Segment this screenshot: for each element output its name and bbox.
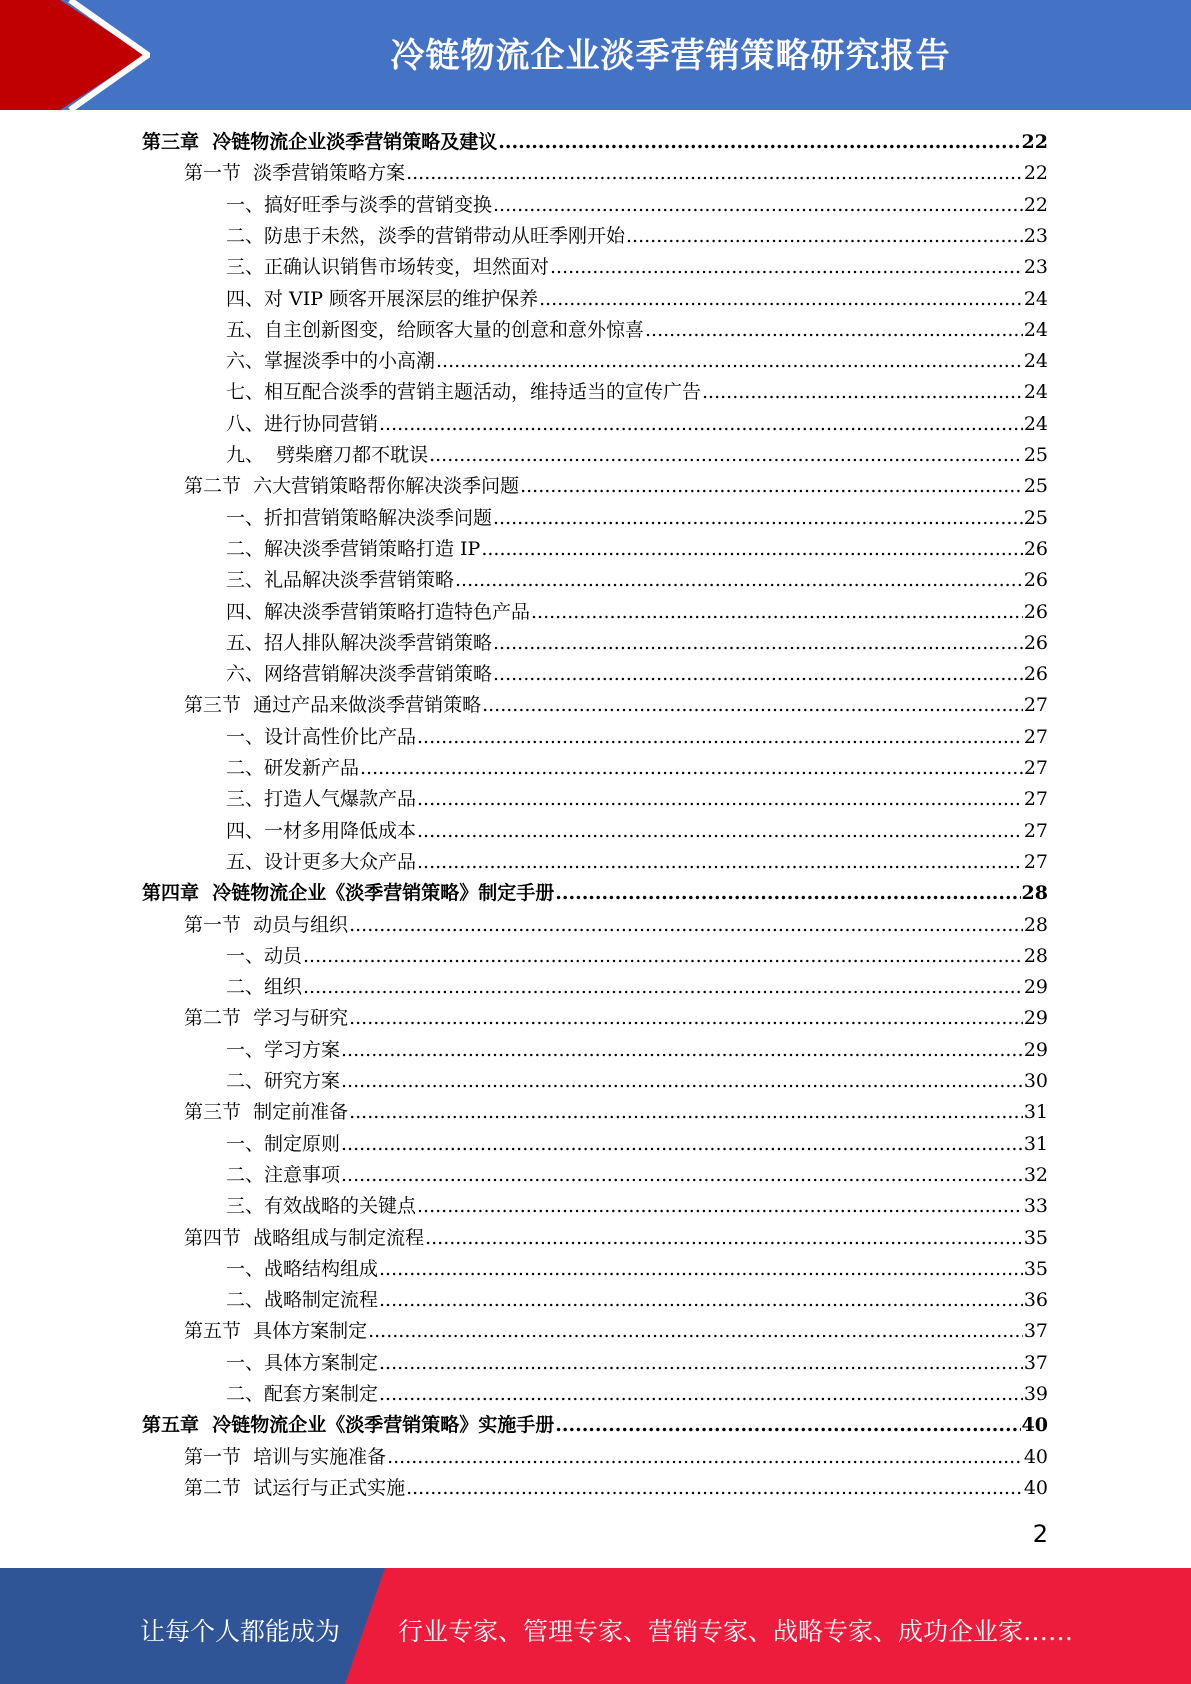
toc-dot-leader	[520, 471, 1023, 502]
toc-entry-page-number: 37	[1023, 1320, 1048, 1343]
document-title: 冷链物流企业淡季营销策略研究报告	[390, 36, 951, 76]
toc-entry-title: 一、具体方案制定	[226, 1351, 379, 1374]
toc-entry-page-number: 23	[1023, 256, 1048, 279]
toc-dot-leader	[379, 1348, 1023, 1379]
toc-entry-page-number: 24	[1023, 381, 1048, 404]
toc-subsection-entry[interactable]	[226, 503, 1048, 534]
toc-dot-leader	[417, 784, 1023, 815]
toc-subsection-entry[interactable]	[226, 1285, 1048, 1316]
toc-section-entry[interactable]	[184, 690, 1048, 721]
toc-subsection-entry[interactable]	[226, 1066, 1048, 1097]
toc-entry-title: 第五节 具体方案制定	[184, 1320, 368, 1343]
toc-entry-page-number: 36	[1023, 1289, 1048, 1312]
toc-subsection-entry[interactable]	[226, 1035, 1048, 1066]
toc-entry-page-number: 35	[1023, 1226, 1048, 1249]
toc-subsection-entry[interactable]	[226, 941, 1048, 972]
toc-entry-page-number: 27	[1023, 819, 1048, 842]
toc-subsection-entry[interactable]	[226, 440, 1048, 471]
toc-entry-title: 四、解决淡季营销策略打造特色产品	[226, 600, 531, 623]
toc-dot-leader	[436, 346, 1023, 377]
toc-dot-leader	[349, 1003, 1023, 1034]
toc-dot-leader	[702, 377, 1023, 408]
toc-entry-title: 三、有效战略的关键点	[226, 1195, 417, 1218]
toc-subsection-entry[interactable]	[226, 753, 1048, 784]
toc-entry-page-number: 29	[1023, 1007, 1048, 1030]
toc-entry-page-number: 26	[1023, 569, 1048, 592]
toc-entry-title: 一、搞好旺季与淡季的营销变换	[226, 193, 493, 216]
page-number: 2	[1032, 1520, 1048, 1548]
toc-entry-page-number: 30	[1023, 1070, 1048, 1092]
toc-entry-page-number: 26	[1023, 537, 1048, 560]
toc-dot-leader	[425, 1223, 1023, 1254]
toc-entry-title: 一、学习方案	[226, 1038, 341, 1061]
toc-entry-page-number: 25	[1023, 475, 1048, 498]
toc-dot-leader	[429, 440, 1023, 471]
toc-entry-page-number: 22	[1023, 162, 1048, 185]
toc-section-entry[interactable]	[184, 1223, 1048, 1254]
toc-dot-leader	[341, 1129, 1023, 1160]
toc-entry-page-number: 23	[1023, 224, 1048, 247]
toc-entry-title: 二、防患于未然，淡季的营销带动从旺季刚开始	[226, 224, 626, 247]
toc-dot-leader	[341, 1160, 1023, 1191]
toc-subsection-entry[interactable]	[226, 972, 1048, 1003]
toc-subsection-entry[interactable]	[226, 534, 1048, 565]
toc-entry-page-number: 25	[1023, 444, 1048, 466]
toc-subsection-entry[interactable]	[226, 1129, 1048, 1160]
toc-chapter-entry[interactable]	[142, 1410, 1048, 1441]
toc-dot-leader	[349, 1097, 1023, 1128]
toc-section-entry[interactable]	[184, 1003, 1048, 1034]
toc-entry-page-number: 26	[1023, 600, 1048, 623]
toc-subsection-entry[interactable]	[226, 315, 1048, 346]
toc-entry-title: 二、组织	[226, 976, 303, 999]
toc-section-entry[interactable]	[184, 471, 1048, 502]
toc-entry-page-number: 39	[1023, 1383, 1048, 1405]
toc-entry-page-number: 40	[1021, 1414, 1048, 1437]
toc-entry-title: 一、设计高性价比产品	[226, 725, 417, 748]
toc-entry-title: 第三节 制定前准备	[184, 1101, 349, 1124]
toc-subsection-entry[interactable]	[226, 284, 1048, 315]
toc-subsection-entry[interactable]	[226, 659, 1048, 690]
toc-dot-leader	[531, 597, 1023, 628]
toc-chapter-entry[interactable]	[142, 878, 1048, 909]
toc-entry-title: 二、配套方案制定	[226, 1383, 379, 1405]
toc-entry-page-number: 22	[1021, 131, 1048, 153]
toc-dot-leader	[368, 1316, 1023, 1347]
toc-subsection-entry[interactable]	[226, 597, 1048, 628]
toc-entry-page-number: 29	[1023, 1038, 1048, 1061]
toc-entry-title: 二、研究方案	[226, 1070, 341, 1092]
toc-entry-title: 三、正确认识销售市场转变，坦然面对	[226, 256, 550, 279]
toc-entry-page-number: 31	[1023, 1132, 1048, 1155]
toc-dot-leader	[539, 284, 1023, 315]
toc-dot-leader	[417, 722, 1023, 753]
toc-entry-page-number: 37	[1023, 1351, 1048, 1374]
toc-entry-title: 第二节 学习与研究	[184, 1007, 349, 1030]
toc-entry-page-number: 32	[1023, 1163, 1048, 1186]
toc-dot-leader	[493, 503, 1023, 534]
toc-subsection-entry[interactable]	[226, 1348, 1048, 1379]
toc-subsection-entry[interactable]	[226, 628, 1048, 659]
toc-entry-title: 第一节 动员与组织	[184, 913, 349, 936]
toc-entry-page-number: 40	[1023, 1476, 1048, 1499]
toc-dot-leader	[379, 1254, 1023, 1285]
toc-subsection-entry[interactable]	[226, 565, 1048, 596]
toc-entry-page-number: 27	[1023, 788, 1048, 811]
toc-dot-leader	[360, 753, 1023, 784]
toc-dot-leader	[550, 252, 1023, 283]
toc-entry-title: 二、解决淡季营销策略打造 IP	[226, 537, 481, 560]
header-red-arrow	[0, 0, 150, 110]
toc-entry-page-number: 33	[1023, 1195, 1048, 1218]
toc-subsection-entry[interactable]	[226, 190, 1048, 221]
toc-entry-page-number: 24	[1023, 412, 1048, 435]
footer-slogan-right: 行业专家、管理专家、营销专家、战略专家、成功企业家……	[398, 1617, 1074, 1646]
toc-dot-leader	[493, 190, 1023, 221]
toc-entry-page-number: 35	[1023, 1257, 1048, 1280]
toc-entry-title: 一、折扣营销策略解决淡季问题	[226, 506, 493, 529]
toc-chapter-entry[interactable]	[142, 127, 1048, 158]
toc-dot-leader	[417, 816, 1023, 847]
toc-entry-page-number: 28	[1023, 913, 1048, 936]
toc-entry-title: 二、研发新产品	[226, 757, 360, 779]
toc-entry-title: 四、一材多用降低成本	[226, 819, 417, 842]
toc-subsection-entry[interactable]	[226, 1191, 1048, 1222]
toc-entry-page-number: 27	[1023, 757, 1048, 779]
toc-entry-page-number: 29	[1023, 976, 1048, 999]
footer-band	[0, 1568, 1191, 1684]
toc-entry-title: 一、制定原则	[226, 1132, 341, 1155]
toc-section-entry[interactable]	[184, 158, 1048, 189]
toc-section-entry[interactable]	[184, 1316, 1048, 1347]
toc-entry-page-number: 22	[1023, 193, 1048, 216]
toc-entry-page-number: 28	[1023, 944, 1048, 967]
toc-entry-title: 三、礼品解决淡季营销策略	[226, 569, 455, 592]
toc-subsection-entry[interactable]	[226, 847, 1048, 878]
toc-dot-leader	[455, 565, 1023, 596]
toc-entry-title: 第四章 冷链物流企业《淡季营销策略》制定手册	[142, 882, 555, 905]
toc-entry-title: 六、网络营销解决淡季营销策略	[226, 663, 493, 686]
toc-entry-title: 第二节 六大营销策略帮你解决淡季问题	[184, 475, 520, 498]
toc-subsection-entry[interactable]	[226, 377, 1048, 408]
toc-entry-title: 第三节 通过产品来做淡季营销策略	[184, 694, 482, 717]
toc-entry-title: 五、设计更多大众产品	[226, 850, 417, 873]
toc-dot-leader	[645, 315, 1023, 346]
toc-section-entry[interactable]	[184, 1097, 1048, 1128]
toc-entry-page-number: 25	[1023, 506, 1048, 529]
toc-dot-leader	[303, 941, 1023, 972]
toc-entry-title: 四、对 VIP 顾客开展深层的维护保养	[226, 287, 539, 310]
toc-dot-leader	[417, 847, 1023, 878]
toc-entry-page-number: 31	[1023, 1101, 1048, 1124]
toc-entry-title: 一、战略结构组成	[226, 1257, 379, 1280]
toc-entry-title: 第五章 冷链物流企业《淡季营销策略》实施手册	[142, 1414, 555, 1437]
toc-entry-title: 二、注意事项	[226, 1163, 341, 1186]
toc-section-entry[interactable]	[184, 910, 1048, 941]
toc-dot-leader	[341, 1035, 1023, 1066]
toc-entry-page-number: 24	[1023, 318, 1048, 341]
toc-dot-leader	[498, 127, 1020, 158]
toc-entry-title: 第一节 培训与实施准备	[184, 1445, 387, 1468]
header-band	[0, 0, 1191, 110]
toc-subsection-entry[interactable]	[226, 1379, 1048, 1410]
toc-subsection-entry[interactable]	[226, 346, 1048, 377]
toc-dot-leader	[406, 158, 1023, 189]
toc-entry-page-number: 28	[1021, 882, 1048, 905]
toc-entry-page-number: 24	[1023, 350, 1048, 373]
toc-dot-leader	[349, 910, 1023, 941]
toc-entry-title: 三、打造人气爆款产品	[226, 788, 417, 811]
toc-dot-leader	[379, 1285, 1023, 1316]
toc-subsection-entry[interactable]	[226, 409, 1048, 440]
toc-subsection-entry[interactable]	[226, 1160, 1048, 1191]
toc-entry-title: 五、招人排队解决淡季营销策略	[226, 631, 493, 654]
toc-subsection-entry[interactable]	[226, 722, 1048, 753]
toc-dot-leader	[481, 534, 1022, 565]
toc-subsection-entry[interactable]	[226, 816, 1048, 847]
toc-section-entry[interactable]	[184, 1442, 1048, 1473]
toc-dot-leader	[417, 1191, 1023, 1222]
toc-entry-title: 第一节 淡季营销策略方案	[184, 162, 406, 185]
footer-slogan-left: 让每个人都能成为	[140, 1617, 341, 1646]
toc-entry-page-number: 27	[1023, 725, 1048, 748]
toc-entry-title: 第四节 战略组成与制定流程	[184, 1226, 425, 1249]
toc-entry-title: 一、动员	[226, 944, 303, 967]
toc-dot-leader	[555, 1410, 1020, 1441]
toc-entry-title: 九、 劈柴磨刀都不耽误	[226, 444, 429, 466]
toc-dot-leader	[493, 628, 1023, 659]
toc-dot-leader	[387, 1442, 1023, 1473]
toc-entry-page-number: 27	[1023, 694, 1048, 717]
toc-entry-title: 二、战略制定流程	[226, 1289, 379, 1312]
toc-entry-page-number: 26	[1023, 663, 1048, 686]
toc-subsection-entry[interactable]	[226, 221, 1048, 252]
toc-subsection-entry[interactable]	[226, 252, 1048, 283]
toc-entry-page-number: 24	[1023, 287, 1048, 310]
toc-entry-page-number: 40	[1023, 1445, 1048, 1468]
toc-dot-leader	[341, 1066, 1023, 1097]
toc-dot-leader	[493, 659, 1023, 690]
toc-entry-page-number: 27	[1023, 850, 1048, 873]
toc-entry-title: 六、掌握淡季中的小高潮	[226, 350, 436, 373]
toc-entry-page-number: 26	[1023, 631, 1048, 654]
toc-dot-leader	[482, 690, 1023, 721]
toc-entry-title: 五、自主创新图变，给顾客大量的创意和意外惊喜	[226, 318, 645, 341]
toc-subsection-entry[interactable]	[226, 1254, 1048, 1285]
toc-entry-title: 第三章 冷链物流企业淡季营销策略及建议	[142, 131, 498, 153]
toc-entry-title: 七、相互配合淡季的营销主题活动，维持适当的宣传广告	[226, 381, 702, 404]
toc-dot-leader	[303, 972, 1023, 1003]
toc-dot-leader	[626, 221, 1023, 252]
toc-dot-leader	[555, 878, 1020, 909]
toc-dot-leader	[406, 1473, 1023, 1504]
toc-dot-leader	[379, 1379, 1023, 1410]
toc-entry-title: 八、进行协同营销	[226, 412, 379, 435]
toc-entry-title: 第二节 试运行与正式实施	[184, 1476, 406, 1499]
toc-subsection-entry[interactable]	[226, 784, 1048, 815]
toc-section-entry[interactable]	[184, 1473, 1048, 1504]
toc-dot-leader	[379, 409, 1023, 440]
